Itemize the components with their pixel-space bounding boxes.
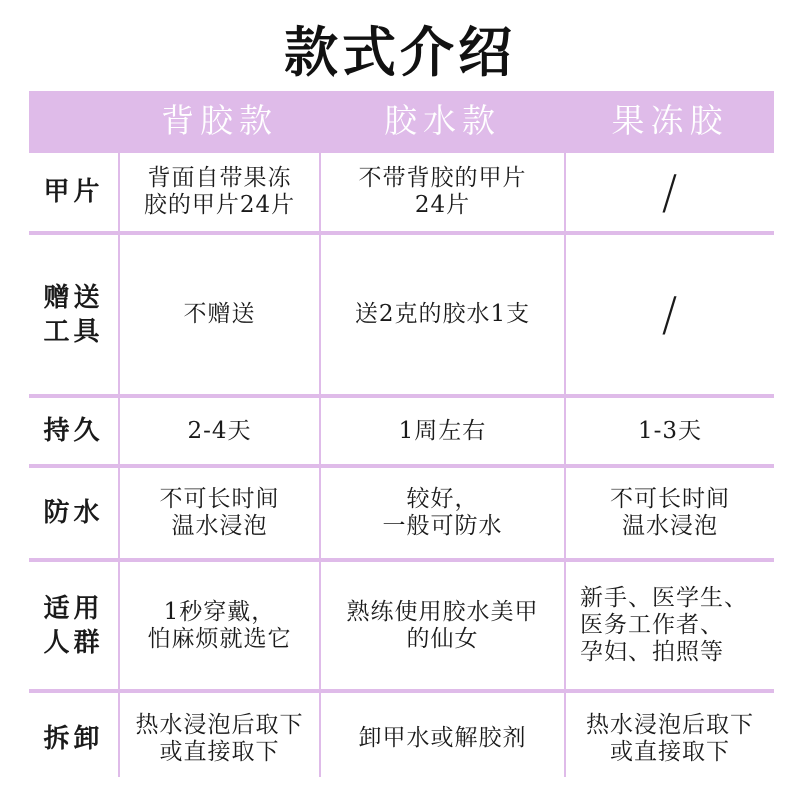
cell-nail-tips-liquid-glue: 不带背胶的甲片 24片 — [321, 153, 564, 231]
cell-removal-jelly-glue: 热水浸泡后取下 或直接取下 — [566, 693, 774, 784]
row-label-durability: 持久 — [29, 398, 118, 464]
cell-removal-back-glue: 热水浸泡后取下 或直接取下 — [120, 693, 319, 784]
cell-durability-back-glue: 2-4天 — [120, 398, 319, 464]
cell-waterproof-liquid-glue: 较好， 一般可防水 — [321, 468, 564, 558]
cell-target-users-liquid-glue: 熟练使用胶水美甲 的仙女 — [321, 562, 564, 689]
cell-durability-liquid-glue: 1周左右 — [321, 398, 564, 464]
cell-waterproof-jelly-glue: 不可长时间 温水浸泡 — [566, 468, 774, 558]
header-corner — [29, 91, 118, 149]
row-label-removal: 拆卸 — [29, 693, 118, 784]
header-back-glue-style: 背胶款 — [120, 91, 319, 149]
cell-target-users-jelly-glue: 新手、医学生、 医务工作者、 孕妇、拍照等 — [566, 562, 774, 689]
cell-target-users-back-glue: 1秒穿戴， 怕麻烦就选它 — [120, 562, 319, 689]
cell-durability-jelly-glue: 1-3天 — [566, 398, 774, 464]
cell-nail-tips-jelly-glue: / — [566, 153, 774, 231]
header-liquid-glue-style: 胶水款 — [321, 91, 564, 149]
cell-nail-tips-back-glue: 背面自带果冻 胶的甲片24片 — [120, 153, 319, 231]
cell-free-tools-back-glue: 不赠送 — [120, 235, 319, 394]
row-label-target-users: 适用 人群 — [29, 562, 118, 689]
cell-removal-liquid-glue: 卸甲水或解胶剂 — [321, 693, 564, 784]
cell-free-tools-liquid-glue: 送2克的胶水1支 — [321, 235, 564, 394]
row-label-waterproof: 防水 — [29, 468, 118, 558]
cell-waterproof-back-glue: 不可长时间 温水浸泡 — [120, 468, 319, 558]
cell-free-tools-jelly-glue: / — [566, 235, 774, 394]
row-label-free-tools: 赠送 工具 — [29, 235, 118, 394]
style-comparison-table — [29, 91, 774, 777]
page-title: 款式介绍 — [284, 20, 516, 84]
row-label-nail-tips: 甲片 — [29, 153, 118, 231]
header-jelly-glue-style: 果冻胶 — [566, 91, 774, 149]
